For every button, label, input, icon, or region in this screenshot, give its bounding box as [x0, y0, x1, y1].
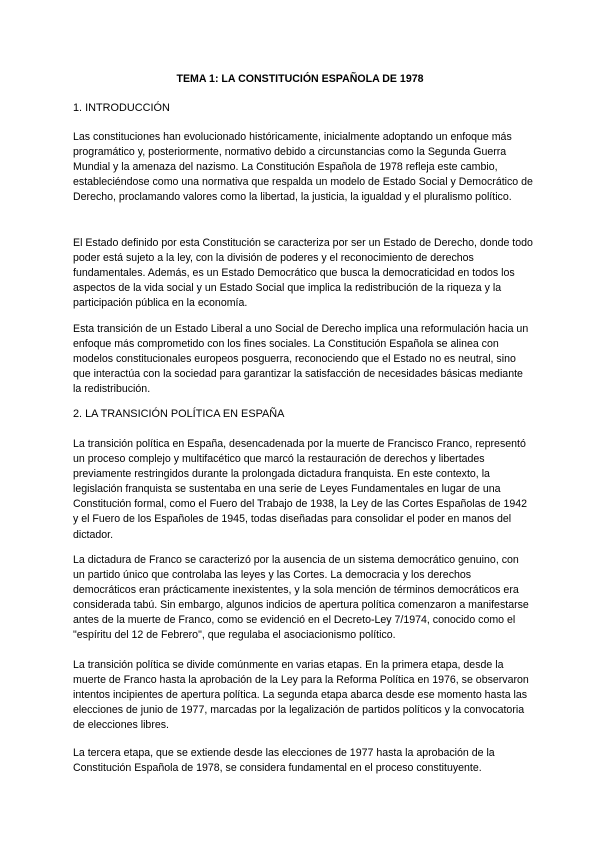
paragraph: La transición política se divide comúnmente en varias etapas. En la primera etapa, desde la muerte de Franco hasta la aprobación de la Ley para la Reforma Política en 1976, se observaron intentos incipientes de apertura política. La segunda etapa abarca desde ese momento hasta las elecciones de junio de 1977, marcadas por la legalización de partidos políticos y la convocatoria de elecciones libres. [73, 659, 529, 732]
section-heading-transicion: 2. LA TRANSICIÓN POLÍTICA EN ESPAÑA [73, 408, 285, 420]
paragraph: La dictadura de Franco se caracterizó por la ausencia de un sistema democrático genuino, con un partido único que controlaba las leyes y las Cortes. La democracia y los derechos democráticos eran prácticamente inexistentes, y la sola mención de términos democráticos era considerada tabú. Sin embargo, algunos indicios de apertura política comenzaron a manifestarse antes de la muerte de Franco, como se evidenció en el Decreto-Ley 7/1974, conocido como el "espíritu del 12 de Febrero", que regulaba el asociacionismo político. [73, 554, 529, 642]
paragraph: Esta transición de un Estado Liberal a uno Social de Derecho implica una reformulación hacia un enfoque más comprometido con los fines sociales. La Constitución Española se alinea con modelos constitucionales europeos posguerra, reconociendo que el Estado no es neutral, sino que interactúa con la sociedad para garantizar la satisfacción de necesidades básicas mediante la redistribución. [73, 323, 529, 396]
paragraph: El Estado definido por esta Constitución se caracteriza por ser un Estado de Derecho, donde todo poder está sujeto a la ley, con la división de poderes y el reconocimiento de derechos fundamentales. Además, es un Estado Democrático que busca la democraticidad en todos los aspectos de la vida social y un Estado Social que implica la redistribución de la riqueza y la participación pública en la economía. [73, 237, 533, 310]
paragraph: Las constituciones han evolucionado históricamente, inicialmente adoptando un enfoque más programático y, posteriormente, normativo debido a circunstancias como la Segunda Guerra Mundial y la amenaza del nazismo. La Constitución Española de 1978 refleja este cambio, estableciéndose como una normativa que respalda un modelo de Estado Social y Democrático de Derecho, proclamando valores como la libertad, la justicia, la igualdad y el pluralismo político. [73, 131, 533, 204]
section-heading-introduccion: 1. INTRODUCCIÓN [73, 102, 170, 114]
document-title: TEMA 1: LA CONSTITUCIÓN ESPAÑOLA DE 1978 [176, 73, 424, 85]
paragraph: La transición política en España, desencadenada por la muerte de Francisco Franco, representó un proceso complejo y multifacético que marcó la restauración de derechos y libertades previamente restringidos durante la prolongada dictadura franquista. En este contexto, la legislación franquista se sustentaba en una serie de Leyes Fundamentales en lugar de una Constitución formal, como el Fuero del Trabajo de 1938, la Ley de las Cortes Españolas de 1942 y el Fuero de los Españoles de 1945, todas diseñadas para consolidar el poder en manos del dictador. [73, 438, 528, 541]
paragraph: La tercera etapa, que se extiende desde las elecciones de 1977 hasta la aprobación de la Constitución Española de 1978, se considera fundamental en el proceso constituyente. [73, 747, 495, 775]
